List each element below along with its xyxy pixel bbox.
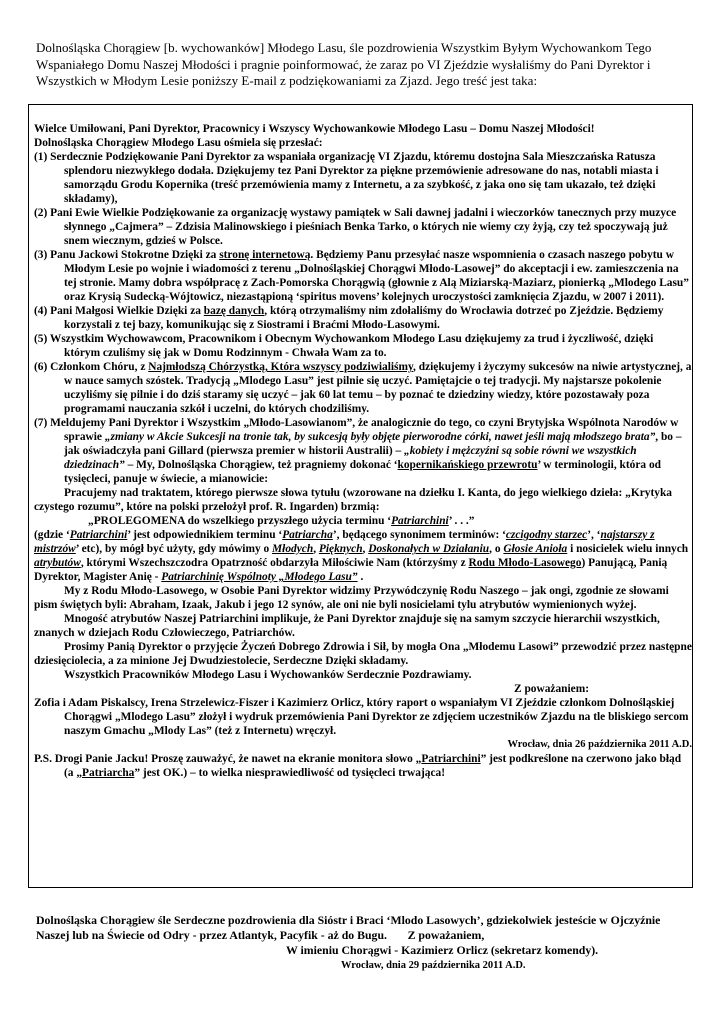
regards-line: Z poważaniem:: [514, 683, 589, 695]
quote-succession: „zmiany w Akcie Sukcesji na tronie tak, by sukcesją były objęte pierworodne córki, nawet jeśli mają młodszego brata”: [104, 431, 656, 443]
letter-greeting: Wielce Umiłowani, Pani Dyrektor, Pracownicy i Wszyscy Wychowankowie Młodego Lasu – Domu Naszej Młodości!: [34, 123, 595, 135]
quote-equality: „kobiety i mężczyźni są sobie równi we wszystkich dziedzinach”: [64, 445, 637, 471]
greetings-paragraph: Wszystkich Pracowników Młodego Lasu i Wychowanków Serdecznie Pozdrawiamy.: [64, 669, 472, 681]
attributes-paragraph: Mnogość atrybutów Naszej Patriarchini implikuje, że Pani Dyrektor znajduje się na samym szczycie hierarchii wszystkich, znanych w dziejach Rodu Człowieczego, Patriarchów.: [34, 613, 660, 639]
point-1: (1) Serdecznie Podziękowanie Pani Dyrektor za wspaniała organizację VI Zjazdu, któremu dostojna Sala Mieszczańska Ratusza splendoru niezwykłego dodała. Dziękujemy tez Pani Dyrektor za piękne przemówienie adresowane do nas, notabli miasta i samorządu Grodu Kopernika (treść przemówienia mamy z Internetu, a za szybkość, z jaka ono się tam ukazało, też dzięki składamy),: [34, 151, 659, 205]
copernican-term: kopernikańskiego przewrotu: [397, 459, 538, 471]
lineage-paragraph: My z Rodu Młodo-Lasowego, w Osobie Pani Dyrektor widzimy Przywódczynię Rodu Naszego – jak ongi, zgodnie ze słowami pism świętych byli: Abraham, Izaak, Jakub i jego 12 synów, ale oni nie byli nosicielami tylu atrybutów wymienionych wyżej.: [34, 585, 669, 611]
point-6: (6) Członkom Chóru, z Najmłodszą Chórzystką, Która wszyscy podziwialiśmy, dziękujemy i życzymy sukcesów na niwie artystycznej, a w nauce samych szóstek. Tradycją „Mlodego Lasu” jest pilnie się uczyć. Pamiętajcie o tej tradycji. My najstarsze pokolenie uczyliśmy się pilnie i do dziś staramy się uczyć – jak 60 lat temu – by poznać te dziedziny wiedzy, które pozostawały poza programami nauczania szkół i uczelni, do których chodziliśmy.: [34, 361, 692, 415]
letter-body: [34, 122, 692, 780]
treatise-paragraph: Pracujemy nad traktatem, którego pierwsze słowa tytułu (wzorowane na dziełku I. Kanta, do jego wielkiego dzieła: „Krytyka czystego rozumu”, które na polski przełożył prof. R. Ingarden) brzmią:: [34, 487, 672, 513]
point-7: (7) Meldujemy Pani Dyrektor i Wszystkim „Młodo-Lasowianom”, że analogicznie do tego, co czyni Brytyjska Wspólnota Narodów w sprawie „zmiany w Akcie Sukcesji na tronie tak, by sukcesją były objęte pierworodne córki, nawet jeśli mają młodszego brata”, bo – jak oświadczyła pani Gillard (pierwsza premier w historii Australii) – „kobiety i mężczyźni są sobie równi we wszystkich dziedzinach” – My, Dolnośląska Chorągiew, też pragniemy dokonać ‘kopernikańskiego przewrotu’ w terminologii, która od tysięcleci, panuje w świecie, a mianowicie:: [34, 417, 682, 485]
choir-highlight: Najmłodszą Chórzystką, Która wszyscy podziwialiśmy: [148, 361, 414, 373]
intro-paragraph: Dolnośląska Chorągiew [b. wychowanków] Młodego Lasu, śle pozdrowienia Wszystkim Byłym Wychowankom Tego Wspaniałego Domu Naszej Młodości i pragnie poinformować, że zaraz po VI Zjeździe wysłaliśmy do Pani Dyrektor i Wszystkich w Młodym Lesie poniższy E-mail z podziękowaniami za Zjazd. Jego treść jest taka:: [36, 40, 652, 88]
database-link[interactable]: bazę danych: [203, 305, 265, 317]
letter-sender: Dolnośląska Chorągiew Młodego Lasu ośmiela się przesłać:: [34, 137, 323, 149]
point-2: (2) Pani Ewie Wielkie Podziękowanie za organizację wystawy pamiątek w Sali dawnej jadalni i wieczorków tanecznych przy muzyce słynnego „Cajmera” – Zdzisia Malinowskiego i pieśniach Benka Tarko, o których nie wiemy czy żyją, czy też spoczywają już snem wiecznym, gdzieś w Polsce.: [34, 207, 677, 247]
closing-greeting: Dolnośląska Chorągiew śle Serdeczne pozdrowienia dla Sióstr i Braci ‘Mlodo Lasowych’, gdziekolwiek jesteście w Ojczyźnie Naszej lub na Świecie od Odry - przez Atlantyk, Pacyfik - aż do Bugu. Z poważaniem,: [36, 913, 661, 942]
letter-date: Wrocław, dnia 26 października 2011 A.D.: [507, 739, 692, 750]
closing-signature: W imieniu Chorągwi - Kazimierz Orlicz (sekretarz komendy).: [286, 943, 599, 957]
closing-date: Wrocław, dnia 29 października 2011 A.D.: [341, 960, 526, 971]
postscript: P.S. Drogi Panie Jacku! Proszę zauważyć, że nawet na ekranie monitora słowo „Patriarchini” jest podkreślone na czerwono jako błąd (a „Patriarcha” jest OK.) – to wielka niesprawiedliwość od tysięcleci trwająca!: [34, 753, 682, 779]
point-4: (4) Pani Małgosi Wielkie Dzięki za bazę danych, którą otrzymaliśmy nim zdołaliśmy do Wrocławia dotrzeć po Zjeździe. Będziemy korzystali z tej bazy, komunikując się z Siostrami i Braćmi Młodo-Lasowymi.: [34, 305, 664, 331]
point-3: (3) Panu Jackowi Stokrotne Dzięki za stronę internetową. Będziemy Panu przesyłać nasze wspomnienia o czasach naszego pobytu w Młodym Lesie po wojnie i wiadomości z terenu „Dolnośląskiej Chorągwi Młodo-Lasowej” do akceptacji i ew. zamieszczenia na tej stronie. Mamy dobra współpracę z Zach-Pomorska Chorągwią (głownie z Alą Miziarską-Maziarz, pionierką „Mlodego Lasu” oraz Krysią Sudecką-Wójtowicz, niezastąpioną ‘spiritus movens’ kolejnych uroczystości zamknięcia Zjazdu, w 2007 i 2011).: [34, 249, 689, 303]
prolegomena-title: „PROLEGOMENA do wszelkiego przyszłego użycia terminu ‘Patriarchini’ . . .”: [88, 515, 475, 527]
definition-paragraph: (gdzie ‘Patriarchini’ jest odpowiednikiem terminu ‘Patriarcha’, będącego synonimem terminów: ‘czcigodny starzec’, ‘najstarszy z mistrzów’ etc), by mógł być użyty, gdy mówimy o Młodych, Pięknych, Doskonałych w Działaniu, o Głosie Anioła i nosicielek wielu innych atrybutów, którymi Wszechszczodra Opatrzność obdarzyła Miłościwie Nam (którzyśmy z Rodu Młodo-Lasowego) Panującą, Panią Dyrektor, Magister Anię - Patriarchinię Wspólnoty „Młodego Lasu” .: [34, 529, 689, 583]
point-5: (5) Wszystkim Wychowawcom, Pracownikom i Obecnym Wychowankom Młodego Lasu dziękujemy za trud i życzliwość, dzięki którym czuliśmy się jak w Domu Rodzinnym - Chwała Wam za to.: [34, 333, 654, 359]
closing-regards: Z poważaniem,: [407, 928, 485, 942]
closing-section: [36, 913, 696, 973]
website-link[interactable]: stronę internetową: [219, 249, 311, 261]
signatories-paragraph: Zofia i Adam Piskalscy, Irena Strzelewicz-Fiszer i Kazimierz Orlicz, który raport o wspaniałym VI Zjeździe członkom Dolnośląskiej Chorągwi „Mlodego Lasu” złożył i wydruk przemówienia Pani Dyrektor ze zdjęciem uczestników Zjazdu na tle bliskiego sercom naszym Gmachu „Mlody Las” (też z Internetu) wręczył.: [34, 697, 689, 737]
wishes-paragraph: Prosimy Panią Dyrektor o przyjęcie Życzeń Dobrego Zdrowia i Sił, by mogła Ona „Młodemu Lasowi” przewodzić przez następne dziesięciolecia, a za minione Jej Dwudziestolecie, Serdeczne Dzięki składamy.: [34, 641, 692, 667]
